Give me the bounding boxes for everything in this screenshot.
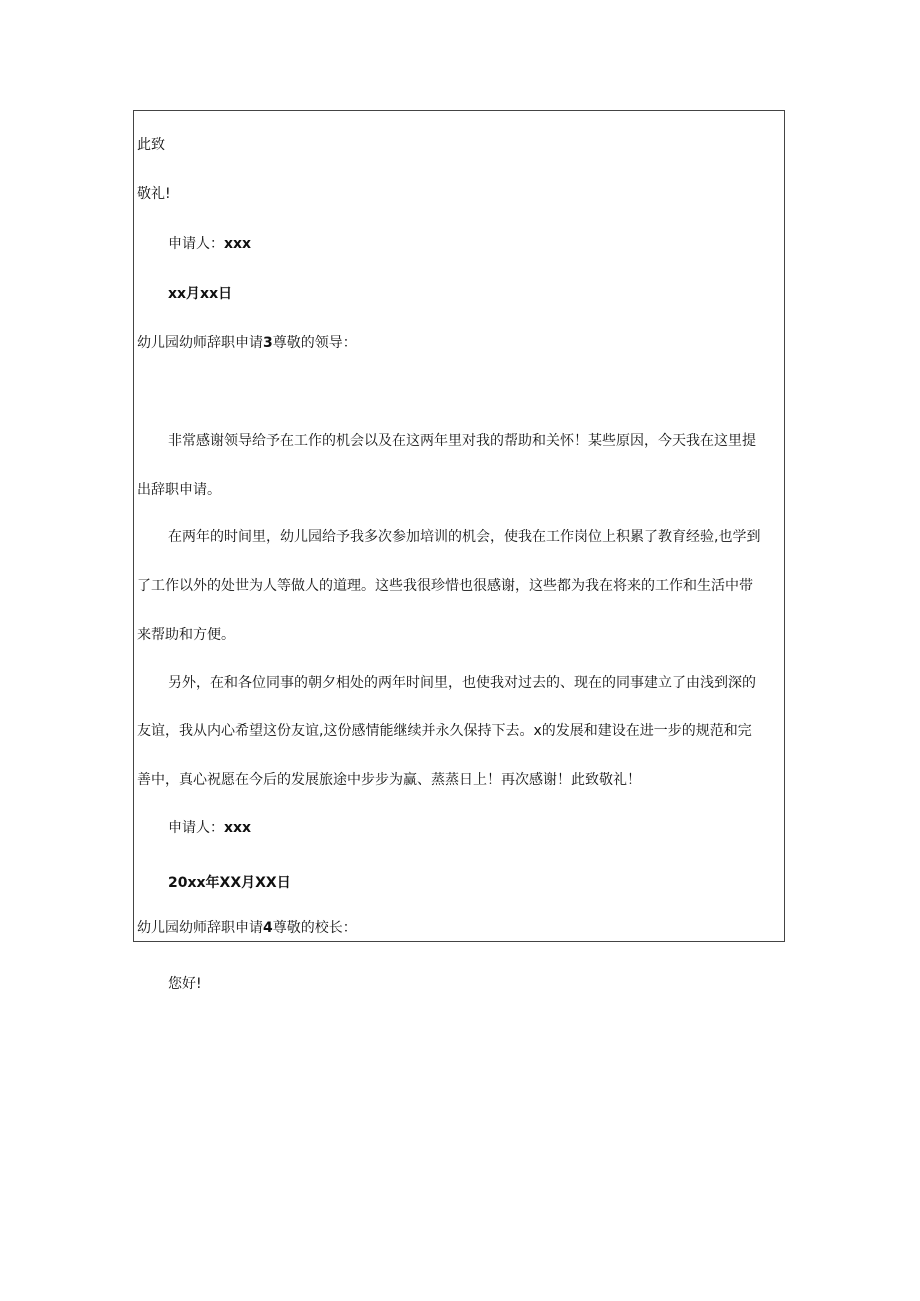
p1-line-2: 出辞职申请。 — [137, 482, 221, 498]
p3-line-3: 善中，真心祝愿在今后的发展旅途中步步为赢、蒸蒸日上！再次感谢！此致敬礼！ — [137, 772, 641, 788]
applicant-label: 申请人： — [168, 820, 224, 836]
applicant-line-1 — [168, 234, 251, 254]
p2-line-1: 在两年的时间里，幼儿园给予我多次参加培训的机会，使我在工作岗位上积累了教育经验,也学到 — [168, 529, 761, 545]
date-1: xx月xx日 — [168, 286, 233, 302]
p3-line-1: 另外，在和各位同事的朝夕相处的两年时间里，也使我对过去的、现在的同事建立了由浅到深的 — [168, 675, 756, 691]
heading-salutation: 尊敬的校长： — [272, 920, 357, 936]
date-2: 20xx年XX月XX日 — [168, 875, 291, 891]
closing-2: 敬礼! — [137, 186, 171, 202]
heading-title: 幼儿园幼师辞职申请 — [137, 335, 263, 351]
heading-3 — [137, 333, 357, 353]
p2-line-3: 来帮助和方便。 — [137, 627, 235, 643]
heading-salutation: 尊敬的领导： — [272, 335, 357, 351]
heading-number: 4 — [263, 920, 273, 936]
p1-line-1: 非常感谢领导给予在工作的机会以及在这两年里对我的帮助和关怀！某些原因，今天我在这里提 — [168, 433, 756, 449]
p2-line-2: 了工作以外的处世为人等做人的道理。这些我很珍惜也很感谢，这些都为我在将来的工作和生活中带 — [137, 578, 753, 594]
applicant-label: 申请人： — [168, 236, 224, 252]
applicant-line-2 — [168, 818, 251, 838]
closing-1: 此致 — [137, 137, 165, 153]
greeting: 您好! — [168, 976, 202, 992]
heading-title: 幼儿园幼师辞职申请 — [137, 920, 263, 936]
heading-4 — [137, 918, 357, 938]
p3-line-2: 友谊，我从内心希望这份友谊,这份感情能继续并永久保持下去。x的发展和建设在进一步的规范和完 — [137, 723, 752, 739]
heading-number: 3 — [263, 335, 273, 351]
applicant-name: xxx — [224, 236, 252, 252]
applicant-name: xxx — [224, 820, 252, 836]
